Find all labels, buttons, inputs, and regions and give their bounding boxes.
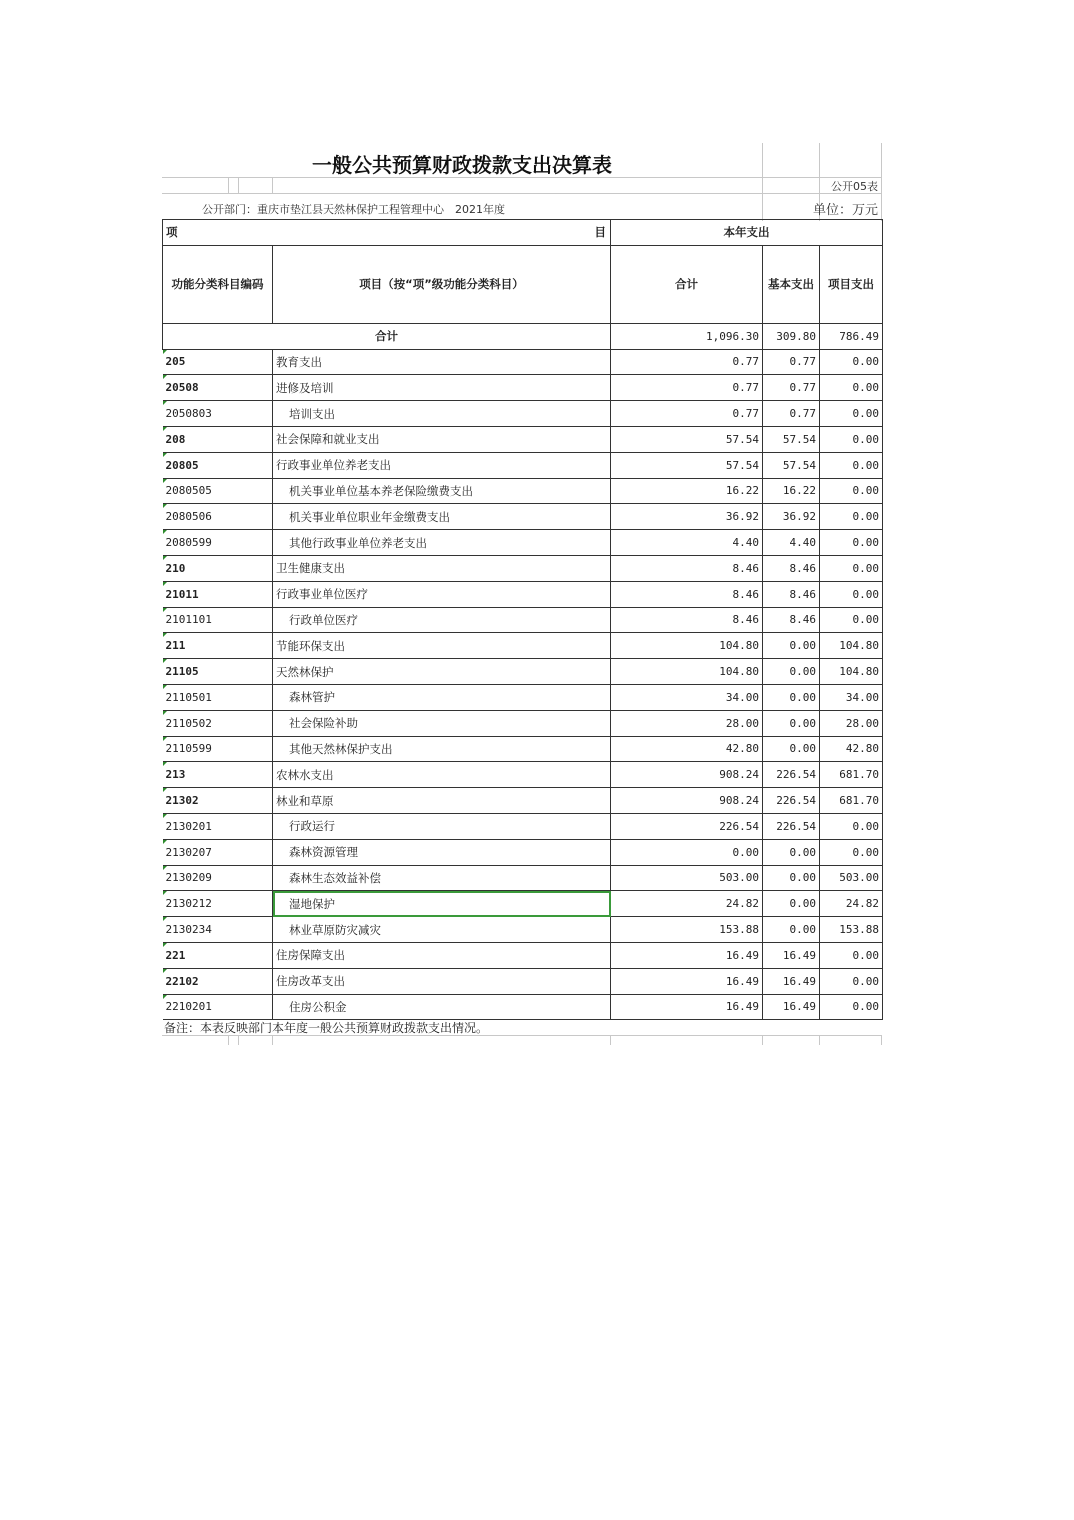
cell-basic[interactable]: 0.00 xyxy=(763,839,820,865)
cell-code[interactable]: 21011 xyxy=(163,581,273,607)
cell-basic[interactable]: 57.54 xyxy=(763,452,820,478)
table-row xyxy=(163,349,883,375)
cell-project[interactable]: 0.00 xyxy=(820,555,883,581)
cell-item-name[interactable]: 住房改革支出 xyxy=(273,968,611,994)
cell-project[interactable]: 104.80 xyxy=(820,633,883,659)
cell-project[interactable]: 0.00 xyxy=(820,375,883,401)
cell-basic[interactable]: 0.00 xyxy=(763,917,820,943)
cell-total[interactable]: 16.49 xyxy=(611,994,763,1020)
table-row xyxy=(163,736,883,762)
cell-project[interactable]: 0.00 xyxy=(820,813,883,839)
header-row-1 xyxy=(163,220,883,246)
grid-line xyxy=(610,1035,611,1045)
cell-total[interactable]: 104.80 xyxy=(611,633,763,659)
grid-line xyxy=(272,177,273,193)
cell-basic[interactable]: 0.00 xyxy=(763,710,820,736)
table-row xyxy=(163,478,883,504)
cell-code[interactable]: 20508 xyxy=(163,375,273,401)
table-row xyxy=(163,504,883,530)
grid-line xyxy=(228,177,229,193)
cell-item-name[interactable]: 住房保障支出 xyxy=(273,942,611,968)
cell-code[interactable]: 208 xyxy=(163,426,273,452)
cell-total[interactable]: 24.82 xyxy=(611,891,763,917)
grid-line xyxy=(881,143,882,221)
cell-project[interactable]: 104.80 xyxy=(820,659,883,685)
cell-project[interactable]: 0.00 xyxy=(820,942,883,968)
cell-item-name[interactable]: 天然林保护 xyxy=(273,659,611,685)
cell-item-name[interactable]: 社会保障和就业支出 xyxy=(273,426,611,452)
header-row-2 xyxy=(163,245,883,323)
cell-basic[interactable]: 0.00 xyxy=(763,891,820,917)
cell-project[interactable]: 0.00 xyxy=(820,839,883,865)
cell-total[interactable]: 8.46 xyxy=(611,607,763,633)
cell-code[interactable]: 2130209 xyxy=(163,865,273,891)
header-mu: 目 xyxy=(594,225,606,240)
header-current-year[interactable]: 本年支出 xyxy=(611,220,883,246)
cell-code[interactable]: 221 xyxy=(163,942,273,968)
cell-total[interactable]: 0.77 xyxy=(611,401,763,427)
cell-project[interactable]: 34.00 xyxy=(820,684,883,710)
grid-line xyxy=(238,177,239,193)
cell-basic[interactable]: 0.77 xyxy=(763,349,820,375)
cell-project[interactable]: 0.00 xyxy=(820,504,883,530)
cell-item-name[interactable]: 住房公积金 xyxy=(273,994,611,1020)
table-note: 备注：本表反映部门本年度一般公共预算财政拨款支出情况。 xyxy=(164,1021,489,1035)
cell-basic[interactable]: 226.54 xyxy=(763,788,820,814)
cell-basic[interactable]: 16.22 xyxy=(763,478,820,504)
unit-label: 单位：万元 xyxy=(812,203,878,218)
grid-line xyxy=(228,1035,229,1045)
cell-code[interactable]: 2110501 xyxy=(163,684,273,710)
cell-item-name[interactable]: 机关事业单位基本养老保险缴费支出 xyxy=(273,478,611,504)
cell-basic[interactable]: 226.54 xyxy=(763,813,820,839)
cell-code[interactable]: 20805 xyxy=(163,452,273,478)
grid-line xyxy=(819,1035,820,1045)
cell-item-name[interactable]: 行政单位医疗 xyxy=(273,607,611,633)
cell-total[interactable]: 28.00 xyxy=(611,710,763,736)
cell-total[interactable]: 4.40 xyxy=(611,530,763,556)
cell-total[interactable]: 908.24 xyxy=(611,788,763,814)
form-number: 公开05表 xyxy=(831,180,878,193)
cell-item-name[interactable]: 卫生健康支出 xyxy=(273,555,611,581)
cell-total[interactable]: 8.46 xyxy=(611,555,763,581)
cell-basic[interactable]: 16.49 xyxy=(763,994,820,1020)
header-item[interactable]: 项目（按“项”级功能分类科目） xyxy=(273,245,611,323)
cell-total[interactable]: 153.88 xyxy=(611,917,763,943)
total-basic[interactable]: 309.80 xyxy=(763,323,820,349)
grid-line xyxy=(762,1035,763,1045)
cell-code[interactable]: 205 xyxy=(163,349,273,375)
cell-item-name[interactable]: 森林生态效益补偿 xyxy=(273,865,611,891)
cell-code[interactable]: 21105 xyxy=(163,659,273,685)
table-row xyxy=(163,684,883,710)
cell-basic[interactable]: 4.40 xyxy=(763,530,820,556)
cell-total[interactable]: 57.54 xyxy=(611,452,763,478)
cell-project[interactable]: 28.00 xyxy=(820,710,883,736)
page-title: 一般公共预算财政拨款支出决算表 xyxy=(312,153,612,177)
cell-basic[interactable]: 16.49 xyxy=(763,968,820,994)
cell-project[interactable]: 0.00 xyxy=(820,581,883,607)
table-row xyxy=(163,530,883,556)
table-row xyxy=(163,659,883,685)
cell-total[interactable]: 42.80 xyxy=(611,736,763,762)
cell-code[interactable]: 21302 xyxy=(163,788,273,814)
cell-basic[interactable]: 16.49 xyxy=(763,942,820,968)
cell-item-name[interactable]: 森林管护 xyxy=(273,684,611,710)
cell-code[interactable]: 2130207 xyxy=(163,839,273,865)
table-row xyxy=(163,375,883,401)
cell-project[interactable]: 0.00 xyxy=(820,968,883,994)
cell-total[interactable]: 16.49 xyxy=(611,942,763,968)
cell-total[interactable]: 908.24 xyxy=(611,762,763,788)
cell-project[interactable]: 153.88 xyxy=(820,917,883,943)
cell-code[interactable]: 2130201 xyxy=(163,813,273,839)
table-row xyxy=(163,865,883,891)
cell-total[interactable]: 34.00 xyxy=(611,684,763,710)
cell-item-name[interactable]: 行政事业单位医疗 xyxy=(273,581,611,607)
cell-project[interactable]: 0.00 xyxy=(820,994,883,1020)
cell-project[interactable]: 503.00 xyxy=(820,865,883,891)
cell-project[interactable]: 681.70 xyxy=(820,762,883,788)
cell-total[interactable]: 503.00 xyxy=(611,865,763,891)
cell-total[interactable]: 57.54 xyxy=(611,426,763,452)
cell-item-name[interactable]: 节能环保支出 xyxy=(273,633,611,659)
cell-item-name[interactable]: 机关事业单位职业年金缴费支出 xyxy=(273,504,611,530)
total-value[interactable]: 1,096.30 xyxy=(611,323,763,349)
cell-item-name[interactable]: 行政运行 xyxy=(273,813,611,839)
cell-code[interactable]: 2210201 xyxy=(163,994,273,1020)
cell-basic[interactable]: 36.92 xyxy=(763,504,820,530)
cell-basic[interactable]: 226.54 xyxy=(763,762,820,788)
cell-item-name[interactable]: 培训支出 xyxy=(273,401,611,427)
cell-item-name[interactable]: 林业和草原 xyxy=(273,788,611,814)
table-row xyxy=(163,581,883,607)
department-line: 公开部门：重庆市垫江县天然林保护工程管理中心 2021年度 xyxy=(202,203,505,216)
header-project[interactable]: 项目支出 xyxy=(820,245,883,323)
cell-basic[interactable]: 8.46 xyxy=(763,581,820,607)
expenditure-table xyxy=(162,219,883,1020)
table-row xyxy=(163,633,883,659)
cell-basic[interactable]: 0.77 xyxy=(763,375,820,401)
cell-item-name[interactable]: 教育支出 xyxy=(273,349,611,375)
cell-code[interactable]: 22102 xyxy=(163,968,273,994)
cell-item-name[interactable]: 其他行政事业单位养老支出 xyxy=(273,530,611,556)
cell-total[interactable]: 8.46 xyxy=(611,581,763,607)
cell-code[interactable]: 2080599 xyxy=(163,530,273,556)
cell-code[interactable]: 2050803 xyxy=(163,401,273,427)
cell-project[interactable]: 0.00 xyxy=(820,349,883,375)
cell-project[interactable]: 0.00 xyxy=(820,478,883,504)
table-row xyxy=(163,426,883,452)
cell-item-name[interactable]: 农林水支出 xyxy=(273,762,611,788)
cell-total[interactable]: 104.80 xyxy=(611,659,763,685)
cell-project[interactable]: 0.00 xyxy=(820,452,883,478)
table-row xyxy=(163,968,883,994)
grid-line xyxy=(272,1035,273,1045)
cell-item-name[interactable]: 森林资源管理 xyxy=(273,839,611,865)
cell-project[interactable]: 0.00 xyxy=(820,530,883,556)
table-row xyxy=(163,942,883,968)
table-row xyxy=(163,401,883,427)
cell-code[interactable]: 2110502 xyxy=(163,710,273,736)
table-row xyxy=(163,891,883,917)
cell-item-name[interactable]: 社会保险补助 xyxy=(273,710,611,736)
cell-project[interactable]: 42.80 xyxy=(820,736,883,762)
cell-basic[interactable]: 0.00 xyxy=(763,684,820,710)
cell-basic[interactable]: 57.54 xyxy=(763,426,820,452)
cell-total[interactable]: 0.00 xyxy=(611,839,763,865)
data-rows xyxy=(163,349,883,1020)
table-row xyxy=(163,917,883,943)
grid-line xyxy=(162,193,882,194)
cell-total[interactable]: 16.22 xyxy=(611,478,763,504)
grid-line xyxy=(238,1035,239,1045)
table-row xyxy=(163,710,883,736)
cell-item-name[interactable]: 林业草原防灾减灾 xyxy=(273,917,611,943)
cell-code[interactable]: 2080505 xyxy=(163,478,273,504)
cell-code[interactable]: 211 xyxy=(163,633,273,659)
cell-code[interactable]: 2101101 xyxy=(163,607,273,633)
cell-project[interactable]: 24.82 xyxy=(820,891,883,917)
cell-basic[interactable]: 8.46 xyxy=(763,555,820,581)
cell-total[interactable]: 36.92 xyxy=(611,504,763,530)
cell-code[interactable]: 2080506 xyxy=(163,504,273,530)
total-label[interactable]: 合计 xyxy=(163,323,611,349)
header-xiang-mu[interactable] xyxy=(163,220,611,246)
grid-line xyxy=(162,1035,882,1036)
cell-project[interactable]: 0.00 xyxy=(820,607,883,633)
header-total[interactable]: 合计 xyxy=(611,245,763,323)
table-row xyxy=(163,555,883,581)
cell-basic[interactable]: 8.46 xyxy=(763,607,820,633)
total-row xyxy=(163,323,883,349)
cell-item-name[interactable]: 其他天然林保护支出 xyxy=(273,736,611,762)
table-row xyxy=(163,813,883,839)
grid-line xyxy=(762,143,763,221)
cell-basic[interactable]: 0.00 xyxy=(763,865,820,891)
cell-total[interactable]: 16.49 xyxy=(611,968,763,994)
cell-total[interactable]: 226.54 xyxy=(611,813,763,839)
cell-item-name[interactable]: 行政事业单位养老支出 xyxy=(273,452,611,478)
grid-line xyxy=(881,1035,882,1045)
cell-item-name[interactable]: 进修及培训 xyxy=(273,375,611,401)
total-project[interactable]: 786.49 xyxy=(820,323,883,349)
header-code[interactable]: 功能分类科目编码 xyxy=(163,245,273,323)
cell-total[interactable]: 0.77 xyxy=(611,375,763,401)
table-row xyxy=(163,839,883,865)
table-row xyxy=(163,994,883,1020)
cell-basic[interactable]: 0.00 xyxy=(763,736,820,762)
table-row xyxy=(163,607,883,633)
table-row xyxy=(163,762,883,788)
header-xiang: 项 xyxy=(166,225,178,240)
table-row xyxy=(163,452,883,478)
cell-basic[interactable]: 0.77 xyxy=(763,401,820,427)
cell-total[interactable]: 0.77 xyxy=(611,349,763,375)
cell-code[interactable]: 2130212 xyxy=(163,891,273,917)
table-row xyxy=(163,788,883,814)
cell-code[interactable]: 2110599 xyxy=(163,736,273,762)
cell-code[interactable]: 210 xyxy=(163,555,273,581)
cell-basic[interactable]: 0.00 xyxy=(763,659,820,685)
cell-basic[interactable]: 0.00 xyxy=(763,633,820,659)
cell-project[interactable]: 681.70 xyxy=(820,788,883,814)
cell-code[interactable]: 2130234 xyxy=(163,917,273,943)
header-basic[interactable]: 基本支出 xyxy=(763,245,820,323)
cell-code[interactable]: 213 xyxy=(163,762,273,788)
cell-project[interactable]: 0.00 xyxy=(820,401,883,427)
cell-project[interactable]: 0.00 xyxy=(820,426,883,452)
cell-item-name[interactable]: 湿地保护 xyxy=(273,891,611,917)
